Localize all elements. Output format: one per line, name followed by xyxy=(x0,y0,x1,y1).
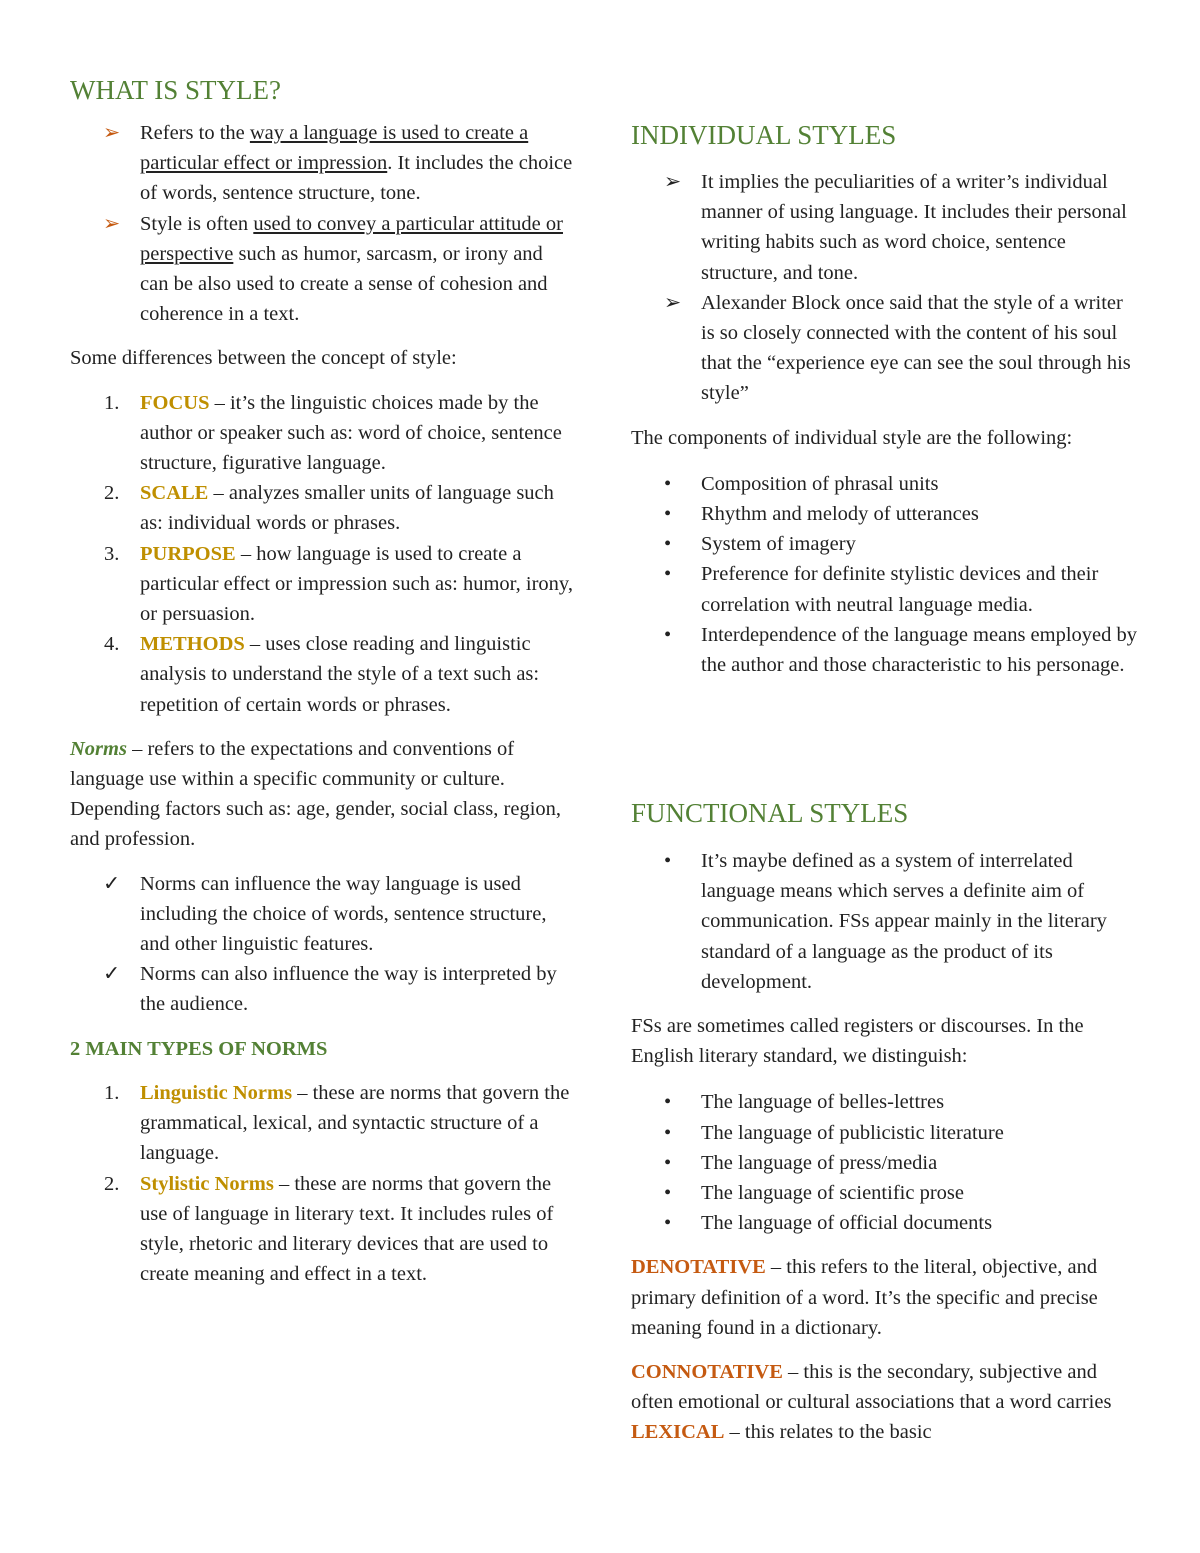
term-connotative: CONNOTATIVE xyxy=(631,1361,783,1384)
checkmark-icon: ✓ xyxy=(103,963,121,986)
section-title-individual-styles: INDIVIDUAL STYLES xyxy=(631,120,897,150)
list-item: ✓ Norms can also influence the way is interpreted by the audience. xyxy=(70,959,575,1019)
left-body xyxy=(70,118,575,1289)
term-denotative: DENOTATIVE xyxy=(631,1256,766,1279)
arrow-bullet-icon: ➢ xyxy=(664,171,682,193)
term-methods: METHODS xyxy=(140,633,245,656)
section-title-what-is-style: WHAT IS STYLE? xyxy=(70,75,281,105)
section-title-functional-styles: FUNCTIONAL STYLES xyxy=(631,798,909,828)
denotative-definition: DENOTATIVE – this refers to the literal, objective, and primary definition of a word. It’s the specific and precise meaning found in a dictionary. xyxy=(631,1256,1098,1339)
components-intro: The components of individual style are the following: xyxy=(631,426,1073,449)
bullet-dot-icon: • xyxy=(664,623,672,646)
bullet-dot-icon: • xyxy=(664,1182,672,1205)
norms-definition: Norms – refers to the expectations and conventions of language use within a specific community or culture. Depending factors such as: age, gender, social class, region, and profession. xyxy=(70,737,562,851)
list-item: • It’s maybe defined as a system of interrelated language means which serves a definite aim of communication. FSs appear mainly in the literary standard of a language as the product of its development. xyxy=(631,846,1141,997)
list-item: • Composition of phrasal units xyxy=(631,469,1141,499)
right-body-2 xyxy=(631,846,1141,1448)
list-item: 4. METHODS – uses close reading and linguistic analysis to understand the style of a text such as: repetition of certain words or phrases. xyxy=(104,633,540,716)
list-item: ➢ Refers to the way a language is used to create a particular effect or impression. It includes the choice of words, sentence structure, tone. xyxy=(70,118,575,209)
list-item: ➢ It implies the peculiarities of a writer’s individual manner of using language. It includes their personal writing habits such as word choice, sentence structure, and tone. xyxy=(631,167,1141,288)
intro-bullet-list xyxy=(70,118,575,329)
differences-intro: Some differences between the concept of style: xyxy=(70,347,457,370)
list-item: ✓ Norms can influence the way language is used including the choice of words, sentence structure, and other linguistic features. xyxy=(70,869,575,960)
term-linguistic-norms: Linguistic Norms xyxy=(140,1081,293,1104)
bullet-dot-icon: • xyxy=(664,472,672,495)
arrow-bullet-icon: ➢ xyxy=(664,291,682,314)
checkmark-icon: ✓ xyxy=(103,872,121,895)
list-item: ➢ Alexander Block once said that the style of a writer is so closely connected with the content of his soul that the “experience eye can see the soul through his style” xyxy=(631,288,1141,409)
list-item: 1. Linguistic Norms – these are norms that govern the grammatical, lexical, and syntactic structure of a language. xyxy=(104,1081,570,1165)
list-item: • Preference for definite stylistic devices and their correlation with neutral language media. xyxy=(631,559,1141,619)
differences-list xyxy=(70,388,575,720)
functional-bullet-list xyxy=(631,846,1141,997)
right-body-1 xyxy=(631,167,1141,680)
bullet-dot-icon: • xyxy=(664,1091,672,1114)
connotative-definition: CONNOTATIVE – this is the secondary, subjective and often emotional or cultural associations that a word carries LEXICAL – this relates to the basic xyxy=(631,1361,1112,1444)
list-item: • System of imagery xyxy=(631,529,1141,559)
list-item: • Rhythm and melody of utterances xyxy=(631,499,1141,529)
list-item: ➢ Style is often used to convey a particular attitude or perspective such as humor, sarcasm, or irony and can be also used to create a sense of cohesion and coherence in a text. xyxy=(70,209,575,330)
term-focus: FOCUS xyxy=(140,391,210,414)
bullet-dot-icon: • xyxy=(664,503,672,526)
list-item: • The language of publicistic literature xyxy=(631,1118,1141,1148)
list-item: • The language of belles-lettres xyxy=(631,1087,1141,1117)
term-purpose: PURPOSE xyxy=(140,542,236,565)
registers-list xyxy=(631,1087,1141,1238)
bullet-dot-icon: • xyxy=(664,850,672,872)
bullet-dot-icon: • xyxy=(664,1121,672,1144)
term-stylistic-norms: Stylistic Norms xyxy=(140,1172,274,1195)
list-item: 1. FOCUS – it’s the linguistic choices made by the author or speaker such as: word of choice, sentence structure, figurative language. xyxy=(104,391,562,475)
bullet-dot-icon: • xyxy=(664,1151,672,1174)
registers-intro: FSs are sometimes called registers or discourses. In the English literary standard, we distinguish: xyxy=(631,1015,1084,1068)
individual-bullet-list xyxy=(631,167,1141,409)
term-scale: SCALE xyxy=(140,482,209,505)
bullet-dot-icon: • xyxy=(664,1212,672,1235)
types-heading: 2 MAIN TYPES OF NORMS xyxy=(70,1037,328,1060)
list-item: 3. PURPOSE – how language is used to create a particular effect or impression such as: humor, irony, or persuasion. xyxy=(104,542,573,626)
list-item: • Interdependence of the language means employed by the author and those characteristic to his personage. xyxy=(631,620,1141,680)
list-item: • The language of scientific prose xyxy=(631,1178,1141,1208)
list-item: • The language of press/media xyxy=(631,1148,1141,1178)
term-lexical: LEXICAL xyxy=(631,1421,725,1444)
bullet-dot-icon: • xyxy=(664,563,672,586)
list-item: 2. Stylistic Norms – these are norms that govern the use of language in literary text. It includes rules of style, rhetoric and literary devices that are used to create meaning and effect in a text. xyxy=(104,1172,554,1286)
list-item: • The language of official documents xyxy=(631,1208,1141,1238)
bullet-dot-icon: • xyxy=(664,533,672,556)
list-item: 2. SCALE – analyzes smaller units of language such as: individual words or phrases. xyxy=(104,482,554,535)
arrow-bullet-icon: ➢ xyxy=(103,212,121,235)
term-norms: Norms xyxy=(70,737,127,760)
norm-types-list xyxy=(70,1078,575,1289)
arrow-bullet-icon: ➢ xyxy=(103,122,121,144)
components-list xyxy=(631,469,1141,680)
norms-check-list xyxy=(70,869,575,1020)
